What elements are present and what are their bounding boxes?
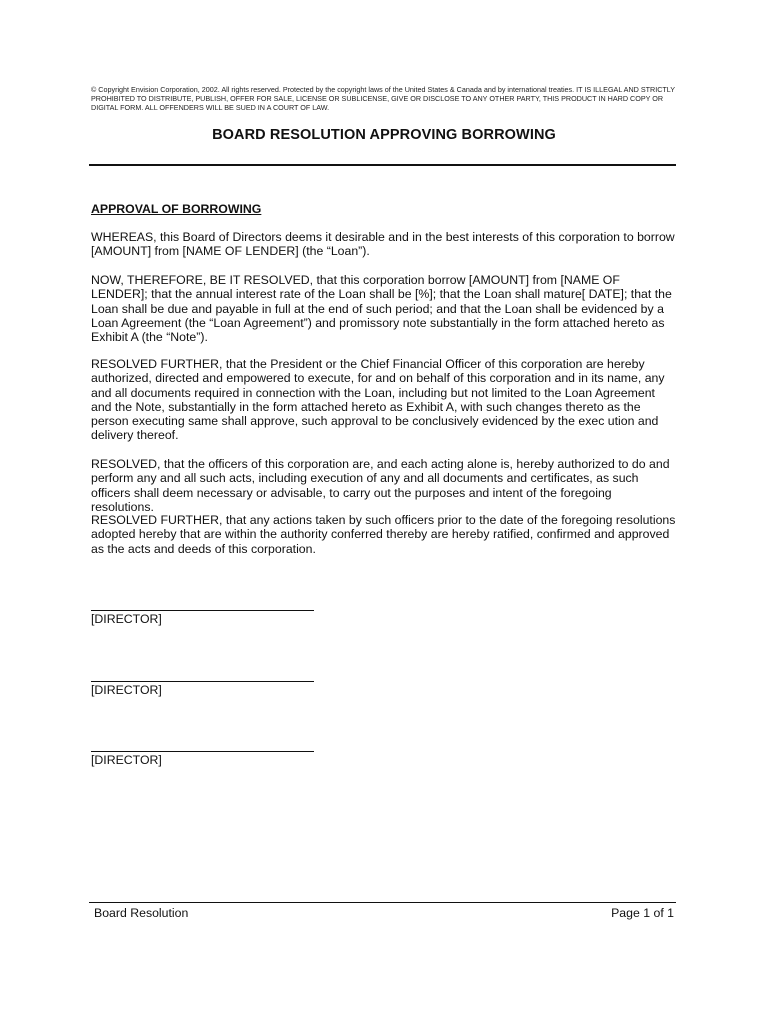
signature-label: [DIRECTOR] [91,683,162,697]
footer-divider [89,902,676,903]
resolved-further-paragraph-2: RESOLVED FURTHER, that any actions taken by such officers prior to the date of the foregoing resolutions adopted hereby that are within the authority conferred thereby are hereby ratified, confirmed and approved as the acts and deeds of this corporation. [91,513,676,556]
whereas-paragraph: WHEREAS, this Board of Directors deems it desirable and in the best interests of this corporation to borrow [AMOUNT] from [NAME OF LENDER] (the “Loan”). [91,230,675,259]
title-divider [89,164,676,166]
signature-label: [DIRECTOR] [91,753,162,767]
signature-line [91,610,314,611]
document-title: BOARD RESOLUTION APPROVING BORROWING [212,127,556,143]
signature-line [91,681,314,682]
resolved-further-paragraph: RESOLVED FURTHER, that the President or the Chief Financial Officer of this corporation are hereby authorized, directed and empowered to execute, for and on behalf of this corporation and in its name, any and all documents required in connection with the Loan, including but not limited to the Loan Agreement and the Note, substantially in the form attached hereto as Exhibit A, with such changes thereto as the person executing same shall approve, such approval to be conclusively evidenced by the exec ution and delivery thereof. [91,357,665,443]
signature-label: [DIRECTOR] [91,612,162,626]
section-heading: APPROVAL OF BORROWING [91,202,262,216]
signature-line [91,751,314,752]
copyright-notice: © Copyright Envision Corporation, 2002. All rights reserved. Protected by the copyright laws of the United States & Canada and by international treaties. IT IS ILLEGAL AND STRICTLY PROHIBITED TO DISTRIBUTE, PUBLISH, OFFER FOR SALE, LICENSE OR SUBLICENSE, GIVE OR DISCLOSE TO ANY OTHER PARTY, THIS PRODUCT IN HARD COPY OR DIGITAL FORM. ALL OFFENDERS WILL BE SUED IN A COURT OF LAW. [91,85,675,112]
resolved-paragraph: RESOLVED, that the officers of this corporation are, and each acting alone is, hereby authorized to do and perform any and all such acts, including execution of any and all documents and certificates, as such officers shall deem necessary or advisable, to carry out the purposes and intent of the foregoing resolutions. [91,457,670,514]
footer-page-number: Page 1 of 1 [611,906,674,920]
resolution-paragraph: NOW, THEREFORE, BE IT RESOLVED, that this corporation borrow [AMOUNT] from [NAME OF LENDER]; that the annual interest rate of the Loan shall be [%]; that the Loan shall mature[ DATE]; that the Loan shall be due and payable in full at the end of such period; and that the Loan shall be evidenced by a Loan Agreement (the “Loan Agreement”) and promissory note substantially in the form attached hereto as Exhibit A (the “Note”). [91,273,672,345]
footer-document-name: Board Resolution [94,906,189,920]
